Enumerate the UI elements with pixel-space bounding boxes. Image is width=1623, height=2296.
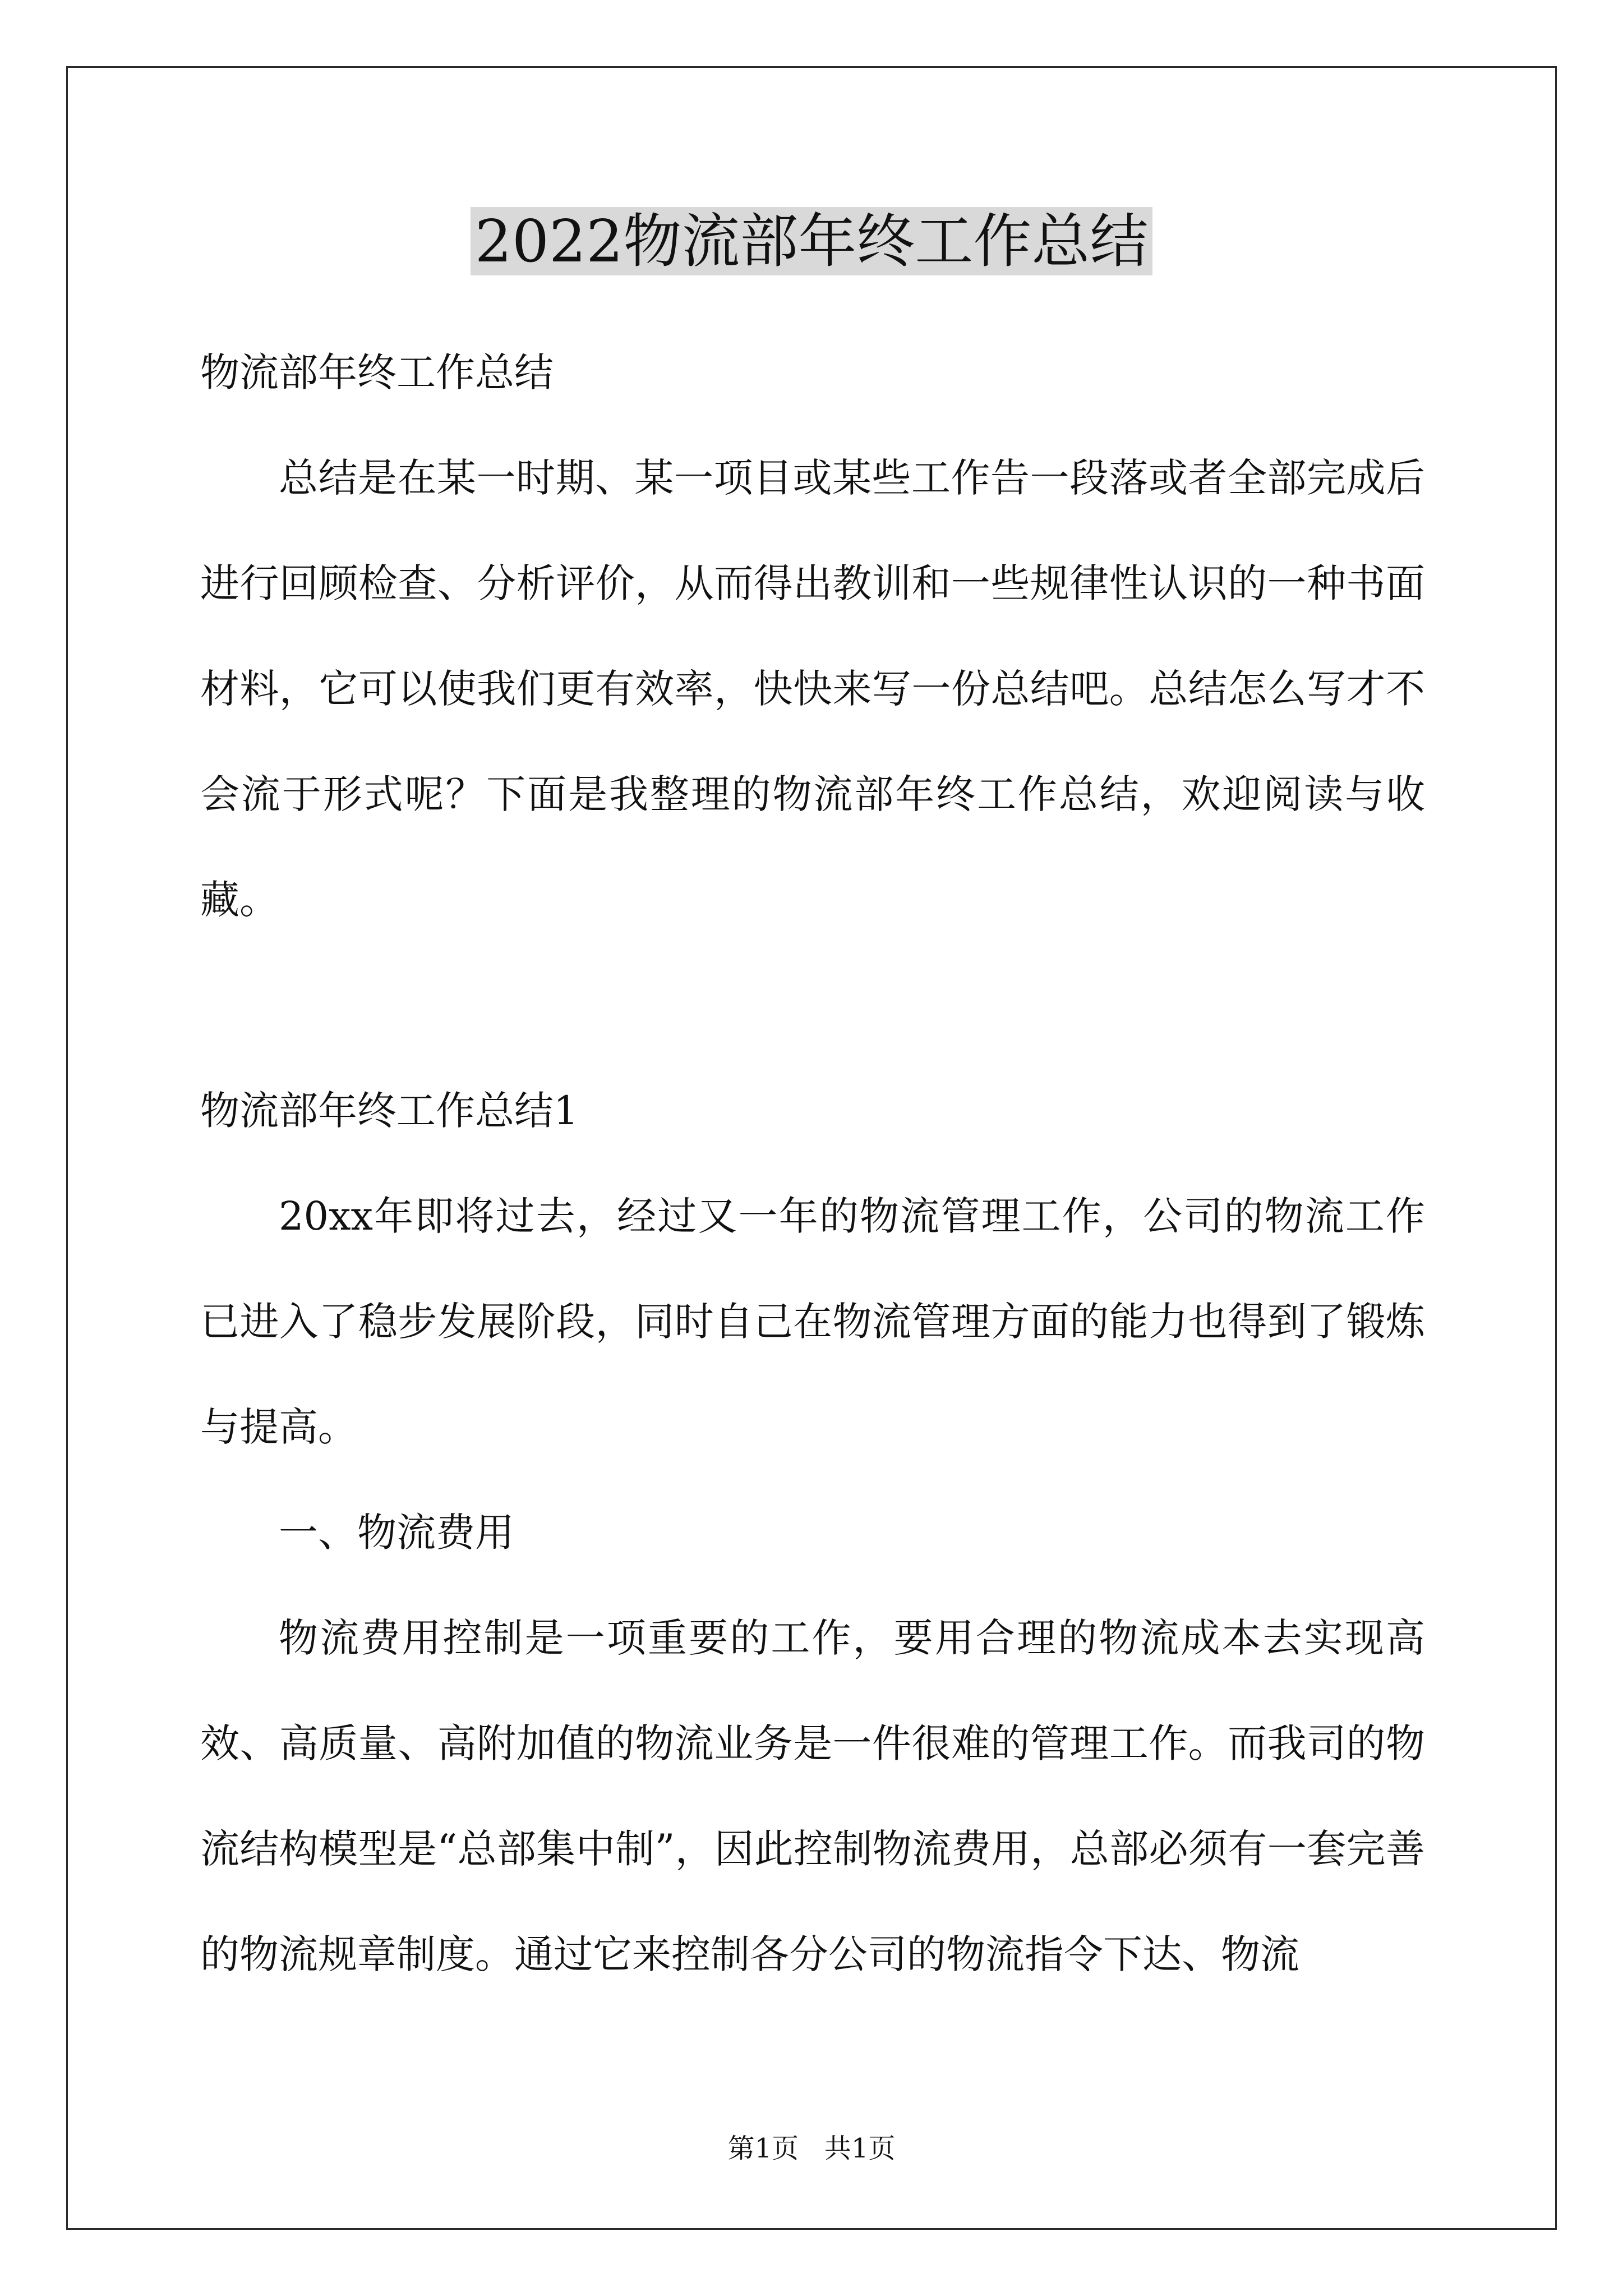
paragraph-spacer [200, 953, 1425, 1058]
intro-heading: 物流部年终工作总结 [200, 349, 554, 395]
section-paragraph-1: 20xx年即将过去，经过又一年的物流管理工作，公司的物流工作已进入了稳步发展阶段，同时自己在物流管理方面的能力也得到了锻炼与提高。 [200, 1193, 1425, 1450]
page-number-footer: 第1页 共1页 [727, 2133, 896, 2164]
intro-paragraph: 总结是在某一时期、某一项目或某些工作告一段落或者全部完成后进行回顾检查、分析评价，从而得出教训和一些规律性认识的一种书面材料，它可以使我们更有效率，快快来写一份总结吧。总结怎么写才不会流于形式呢？下面是我整理的物流部年终工作总结，欢迎阅读与收藏。 [200, 455, 1425, 923]
document-body [200, 320, 1425, 2007]
document-title [0, 202, 1623, 280]
section-paragraph-2: 物流费用控制是一项重要的工作，要用合理的物流成本去实现高效、高质量、高附加值的物流业务是一件很难的管理工作。而我司的物流结构模型是“总部集中制”，因此控制物流费用，总部必须有一套完善的物流规章制度。通过它来控制各分公司的物流指令下达、物流 [200, 1615, 1425, 1977]
document-title-text: 2022物流部年终工作总结 [471, 207, 1153, 275]
section-heading: 物流部年终工作总结1 [200, 1088, 579, 1134]
subheading-logistics-cost: 一、物流费用 [279, 1510, 514, 1556]
